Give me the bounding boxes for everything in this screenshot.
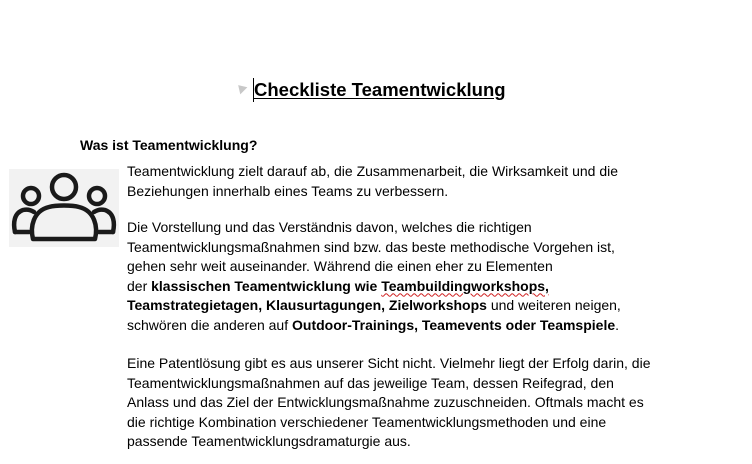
paragraph-conclusion[interactable]: [127, 354, 687, 452]
page-title[interactable]: Checkliste Teamentwicklung: [254, 79, 506, 100]
paragraph-line: Teamentwicklungsmaßnahmen sind bzw. das beste methodische Vorgehen ist,: [127, 238, 615, 255]
bold-text-run: klassischen Teamentwicklung wie: [151, 277, 382, 294]
paragraph-perspectives[interactable]: [127, 218, 687, 335]
section-heading[interactable]: Was ist Teamentwicklung?: [80, 137, 258, 153]
text-run: und weiteren neigen,: [486, 297, 621, 313]
paragraph-line: Die Vorstellung und das Verständnis davon, welches die richtigen: [127, 219, 532, 235]
paragraph-line: [127, 316, 687, 336]
paragraph-intro[interactable]: [127, 162, 687, 201]
paragraph-line: Eine Patentlösung gibt es aus unserer Sicht nicht. Vielmehr liegt der Erfolg darin, die: [127, 355, 651, 371]
text-run: der: [127, 277, 152, 294]
team-group-icon-graphic: [9, 169, 119, 247]
paragraph-line: passende Teamentwicklungsdramaturgie aus.: [127, 433, 411, 449]
paragraph-line: Anlass und das Ziel der Entwicklungsmaßnahme zuzuschneiden. Oftmals macht es: [127, 394, 644, 410]
object-anchor-icon: [235, 82, 248, 95]
paragraph-line: Teamentwicklung zielt darauf ab, die Zusammenarbeit, die Wirksamkeit und die: [127, 163, 619, 179]
text-run: schwören die anderen auf: [127, 316, 292, 333]
bold-text-run: Teamstrategietagen, Klausurtagungen, Zielworkshops: [127, 297, 487, 313]
spellcheck-flagged-word: Teambuildingworkshops,: [381, 277, 549, 294]
paragraph-line: [127, 296, 687, 316]
paragraph-line: Teamentwicklungsmaßnahmen auf das jeweilige Team, dessen Reifegrad, den: [127, 374, 614, 391]
team-group-icon[interactable]: [9, 169, 119, 247]
paragraph-line: [127, 277, 687, 297]
bold-text-run: Outdoor-Trainings, Teamevents oder Teamspiele: [292, 316, 616, 333]
paragraph-line: die richtige Kombination verschiedener Teamentwicklungsmethoden und eine: [127, 413, 607, 430]
text-run: .: [615, 316, 620, 333]
paragraph-line: Beziehungen innerhalb eines Teams zu verbessern.: [127, 182, 449, 199]
paragraph-line: gehen sehr weit auseinander. Während die einen eher zu Elementen: [127, 258, 553, 274]
